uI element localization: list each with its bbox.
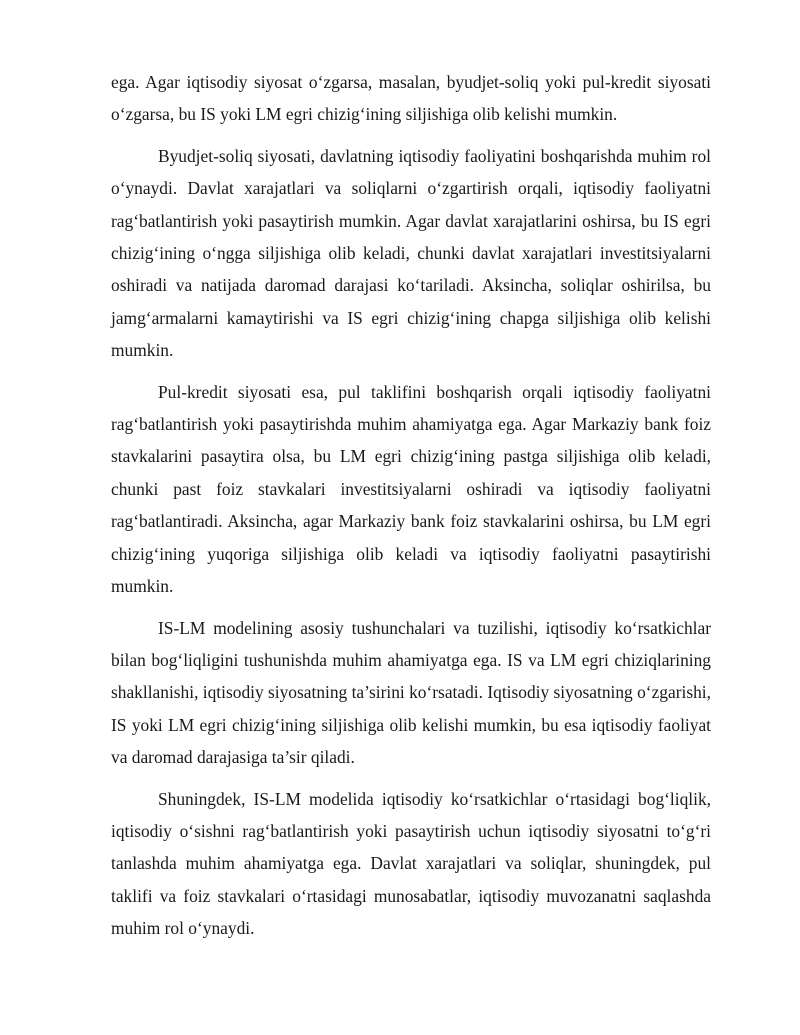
- paragraph-conclusion: Shuningdek, IS-LM modelida iqtisodiy ko‘rsatkichlar o‘rtasidagi bog‘liqlik, iqtisodiy o‘sishni rag‘batlantirish yoki pasaytirish uchun iqtisodiy siyosatni to‘g‘ri tanlashda muhim ahamiyatga ega. Davlat xarajatlari va soliqlar, shuningdek, pul taklifi va foiz stavkalari o‘rtasidagi munosabatlar, iqtisodiy muvozanatni saqlashda muhim rol o‘ynaydi.: [111, 788, 711, 939]
- document-body: [111, 66, 711, 954]
- paragraph-fiscal-policy: Byudjet-soliq siyosati, davlatning iqtisodiy faoliyatini boshqarishda muhim rol o‘ynaydi. Davlat xarajatlari va soliqlarni o‘zgartirish orqali, iqtisodiy faoliyatni rag‘batlantirish yoki pasaytirish mumkin. Agar davlat xarajatlarini oshirsa, bu IS egri chizig‘ining o‘ngga siljishiga olib keladi, chunki davlat xarajatlari investitsiyalarni oshiradi va natijada daromad darajasi ko‘tariladi. Aksincha, soliqlar oshirilsa, bu jamg‘armalarni kamaytirishi va IS egri chizig‘ining chapga siljishiga olib kelishi mumkin.: [111, 145, 711, 361]
- paragraph-continuation: ega. Agar iqtisodiy siyosat o‘zgarsa, masalan, byudjet-soliq yoki pul-kredit siyosati o‘zgarsa, bu IS yoki LM egri chizig‘ining siljishiga olib kelishi mumkin.: [111, 72, 711, 125]
- paragraph-is-lm-concepts: IS-LM modelining asosiy tushunchalari va tuzilishi, iqtisodiy ko‘rsatkichlar bilan bog‘liqligini tushunishda muhim ahamiyatga ega. IS va LM egri chiziqlarining shakllanishi, iqtisodiy siyosatning ta’sirini ko‘rsatadi. Iqtisodiy siyosatning o‘zgarishi, IS yoki LM egri chizig‘ining siljishiga olib kelishi mumkin, bu esa iqtisodiy faoliyat va daromad darajasiga ta’sir qiladi.: [111, 617, 711, 768]
- paragraph-monetary-policy: Pul-kredit siyosati esa, pul taklifini boshqarish orqali iqtisodiy faoliyatni rag‘batlantirish yoki pasaytirishda muhim ahamiyatga ega. Agar Markaziy bank foiz stavkalarini pasaytira olsa, bu LM egri chizig‘ining pastga siljishiga olib keladi, chunki past foiz stavkalari investitsiyalarni oshiradi va iqtisodiy faoliyatni rag‘batlantiradi. Aksincha, agar Markaziy bank foiz stavkalarini oshirsa, bu LM egri chizig‘ining yuqoriga siljishiga olib keladi va iqtisodiy faoliyatni pasaytirishi mumkin.: [111, 381, 711, 597]
